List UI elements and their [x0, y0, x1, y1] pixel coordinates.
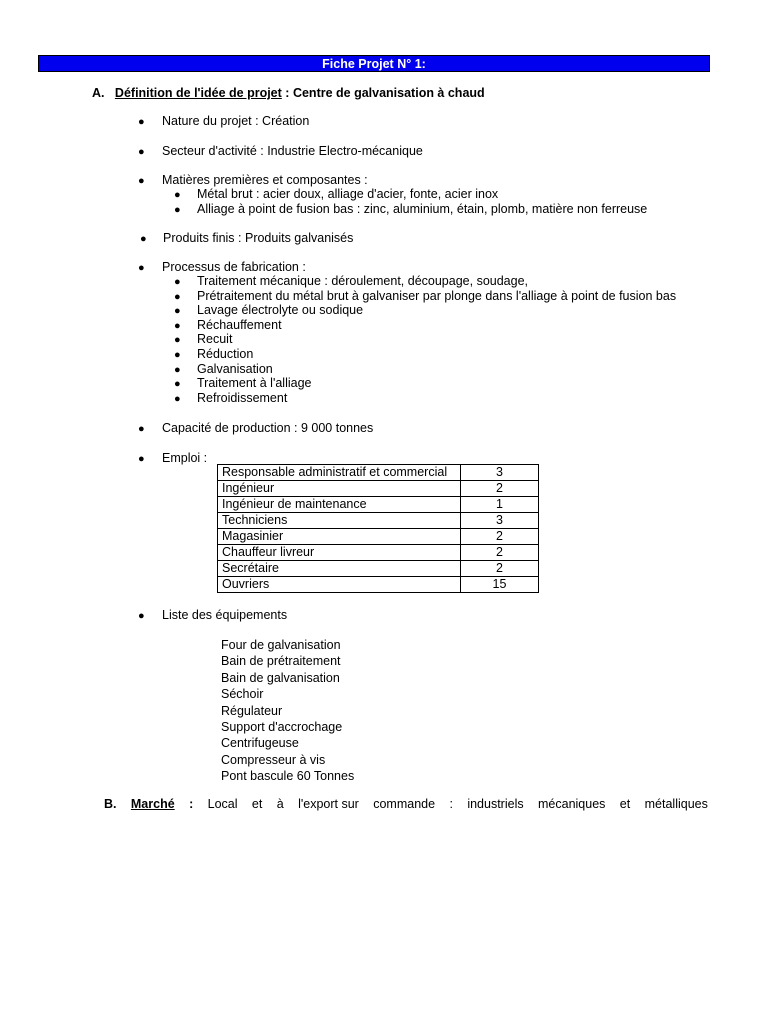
table-row — [218, 577, 539, 593]
bullet-icon: ● — [174, 349, 181, 361]
matieres-item: Métal brut : acier doux, alliage d'acier, fonte, acier inox — [197, 187, 499, 201]
emploi-role-cell: Ingénieur — [218, 481, 461, 497]
bullet-icon: ● — [138, 610, 145, 622]
emploi-table — [217, 464, 539, 593]
emploi-role-cell: Techniciens — [218, 513, 461, 529]
emploi-count-cell: 1 — [461, 497, 539, 513]
emploi-count-cell: 2 — [461, 529, 539, 545]
matieres-item: Alliage à point de fusion bas : zinc, aluminium, étain, plomb, matière non ferreuse — [197, 202, 648, 216]
produits-item: Produits finis : Produits galvanisés — [163, 231, 354, 245]
table-row — [218, 561, 539, 577]
section-b-word: industriels — [467, 797, 524, 811]
emploi-count-cell: 2 — [461, 481, 539, 497]
bullet-icon: ● — [174, 392, 181, 405]
equipement-item: Bain de galvanisation — [221, 670, 340, 685]
emploi-count-cell: 3 — [461, 465, 539, 481]
emploi-count-cell: 2 — [461, 545, 539, 561]
equipement-item: Pont bascule 60 Tonnes — [221, 769, 355, 784]
emploi-role-cell: Chauffeur livreur — [218, 545, 461, 561]
emploi-role-cell: Secrétaire — [218, 561, 461, 577]
emploi-role-cell: Ouvriers — [218, 577, 461, 593]
section-b-word: commande — [373, 797, 436, 811]
processus-item: Traitement mécanique : déroulement, découpage, soudage, — [197, 274, 528, 288]
secteur-item: Secteur d'activité : Industrie Electro-mécanique — [162, 144, 423, 158]
processus-item: Galvanisation — [197, 361, 273, 376]
table-row — [218, 481, 539, 497]
bullet-icon: ● — [174, 319, 181, 332]
section-a-label: Définition de l'idée de projet — [114, 86, 282, 100]
matieres-label: Matières premières et composantes : — [162, 173, 368, 187]
bullet-icon: ● — [174, 276, 181, 288]
section-b-word: et — [251, 797, 263, 811]
emploi-role-cell: Magasinier — [218, 529, 461, 545]
section-b-word: à — [276, 797, 284, 811]
processus-label: Processus de fabrication : — [162, 260, 306, 274]
equipement-item: Centrifugeuse — [221, 736, 299, 751]
bullet-icon: ● — [174, 189, 181, 201]
table-row — [218, 465, 539, 481]
processus-item: Réchauffement — [197, 317, 282, 332]
table-row — [218, 497, 539, 513]
nature-item: Nature du projet : Création — [162, 114, 310, 128]
section-b-label: Marché — [130, 797, 175, 811]
bullet-icon: ● — [174, 305, 181, 318]
section-b-word: métalliques — [644, 797, 708, 811]
table-row — [218, 545, 539, 561]
bullet-icon: ● — [140, 233, 147, 245]
section-b-word: l'export sur — [298, 797, 359, 811]
section-b-word: mécaniques — [538, 797, 606, 811]
table-row — [218, 513, 539, 529]
bullet-icon: ● — [138, 175, 145, 187]
bullet-icon: ● — [138, 453, 145, 465]
processus-item: Réduction — [197, 347, 254, 361]
emploi-role-cell: Responsable administratif et commercial — [218, 465, 461, 481]
equipement-item: Régulateur — [221, 703, 283, 718]
emploi-label: Emploi : — [162, 451, 208, 465]
bullet-icon: ● — [174, 378, 181, 391]
processus-item: Refroidissement — [197, 390, 288, 405]
emploi-count-cell: 3 — [461, 513, 539, 529]
section-a-letter: A. — [92, 86, 105, 100]
bullet-icon: ● — [174, 204, 181, 216]
emploi-count-cell: 2 — [461, 561, 539, 577]
section-b-letter: B. — [104, 797, 117, 811]
equipements-label: Liste des équipements — [162, 608, 288, 622]
section-b-line — [104, 797, 708, 811]
section-b-sep: : — [189, 797, 194, 811]
emploi-count-cell: 15 — [461, 577, 539, 593]
section-b-word: et — [619, 797, 631, 811]
table-row — [218, 529, 539, 545]
section-a-heading — [92, 86, 485, 100]
bullet-icon: ● — [174, 290, 181, 303]
bullet-icon: ● — [138, 116, 145, 128]
bullet-icon: ● — [174, 363, 181, 376]
processus-item: Recuit — [197, 332, 233, 347]
equipement-item: Compresseur à vis — [221, 752, 326, 767]
equipement-item: Séchoir — [221, 687, 264, 702]
fiche-projet-title: Fiche Projet N° 1: — [38, 55, 710, 72]
bullet-icon: ● — [138, 423, 145, 435]
bullet-icon: ● — [138, 262, 145, 274]
section-a-value: Centre de galvanisation à chaud — [292, 86, 485, 100]
bullet-icon: ● — [138, 146, 145, 158]
section-b-word: Local — [207, 797, 238, 811]
equipement-item: Bain de prétraitement — [221, 654, 341, 669]
equipement-item: Four de galvanisation — [221, 638, 341, 652]
capacite-item: Capacité de production : 9 000 tonnes — [162, 421, 374, 435]
section-b-word: : — [449, 797, 453, 811]
emploi-role-cell: Ingénieur de maintenance — [218, 497, 461, 513]
processus-item: Lavage électrolyte ou sodique — [197, 303, 364, 318]
processus-item: Traitement à l'alliage — [197, 376, 312, 391]
section-a-sep: : — [285, 86, 290, 100]
bullet-icon: ● — [174, 334, 181, 347]
processus-item: Prétraitement du métal brut à galvaniser par plonge dans l'alliage à point de fusion bas — [197, 288, 677, 303]
equipement-item: Support d'accrochage — [221, 720, 343, 734]
